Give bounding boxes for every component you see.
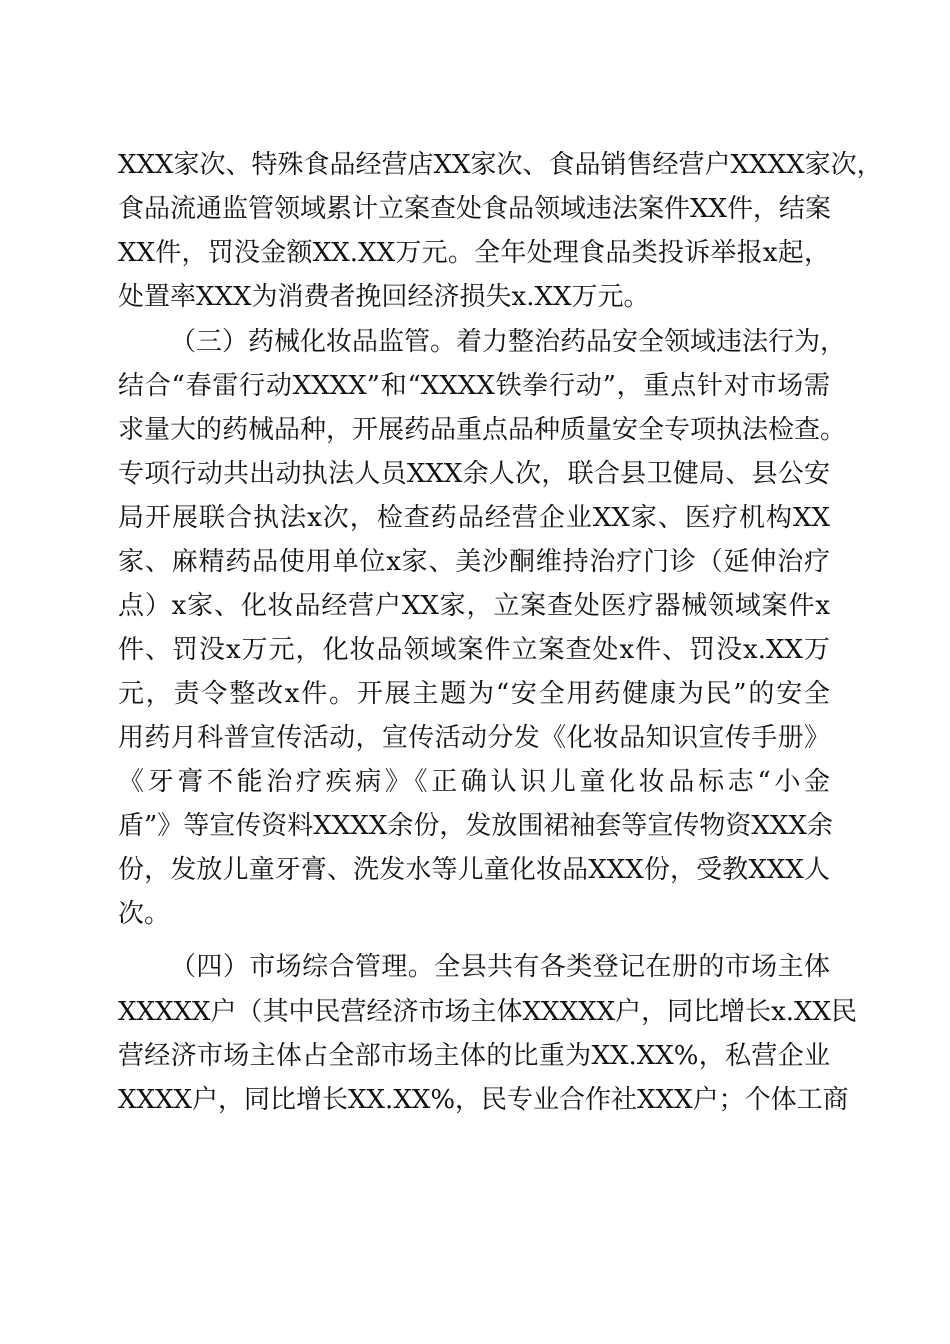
text-line: 营经济市场主体占全部市场主体的比重为XX.XX%，私营企业 [118, 1041, 830, 1071]
text-line: 元，责令整改x件。开展主题为“安全用药健康为民”的安全 [118, 679, 830, 709]
text-line: XX件，罚没金额XX.XX万元。全年处理食品类投诉举报x起， [118, 238, 830, 268]
text-line: 结合“春雷行动XXXX”和“XXXX铁拳行动”，重点针对市场需 [118, 371, 830, 401]
text-line: 份，发放儿童牙膏、洗发水等儿童化妆品XXX份，受教XXX人 [118, 855, 830, 885]
text-line: 局开展联合执法x次，检查药品经营企业XX家、医疗机构XX [118, 503, 830, 533]
text-line: 处置率XXX为消费者挽回经济损失x.XX万元。 [118, 282, 650, 312]
text-line: 点）x家、化妆品经营户XX家，立案查处医疗器械领域案件x [118, 591, 830, 621]
section-heading-line: （四）市场综合管理。全县共有各类登记在册的市场主体 [170, 952, 830, 982]
text-line: 《牙膏不能治疗疾病》《正确认识儿童化妆品标志“小金 [118, 767, 830, 797]
text-line: 食品流通监管领域累计立案查处食品领域违法案件XX件，结案 [118, 194, 832, 224]
text-line: 用药月科普宣传活动，宣传活动分发《化妆品知识宣传手册》 [118, 723, 830, 753]
text-line: 次。 [118, 899, 171, 929]
text-line: 家、麻精药品使用单位x家、美沙酮维持治疗门诊（延伸治疗 [118, 547, 830, 577]
text-line: 专项行动共出动执法人员XXX余人次，联合县卫健局、县公安 [118, 459, 830, 489]
text-line: 盾”》等宣传资料XXXX余份，发放围裙袖套等宣传物资XXX余 [118, 811, 833, 841]
text-line: XXX家次、特殊食品经营店XX家次、食品销售经营户XXXX家次， [118, 150, 883, 180]
text-line: XXXXX户（其中民营经济市场主体XXXXX户，同比增长x.XX民 [118, 997, 858, 1027]
text-line: 件、罚没x万元，化妆品领域案件立案查处x件、罚没x.XX万 [118, 635, 830, 665]
text-line: 求量大的药械品种，开展药品重点品种质量安全专项执法检查。 [118, 415, 847, 445]
section-heading-line: （三）药械化妆品监管。着力整治药品安全领域违法行为， [170, 327, 847, 357]
text-line: XXXX户，同比增长XX.XX%，民专业合作社XXX户；个体工商 [118, 1085, 849, 1115]
